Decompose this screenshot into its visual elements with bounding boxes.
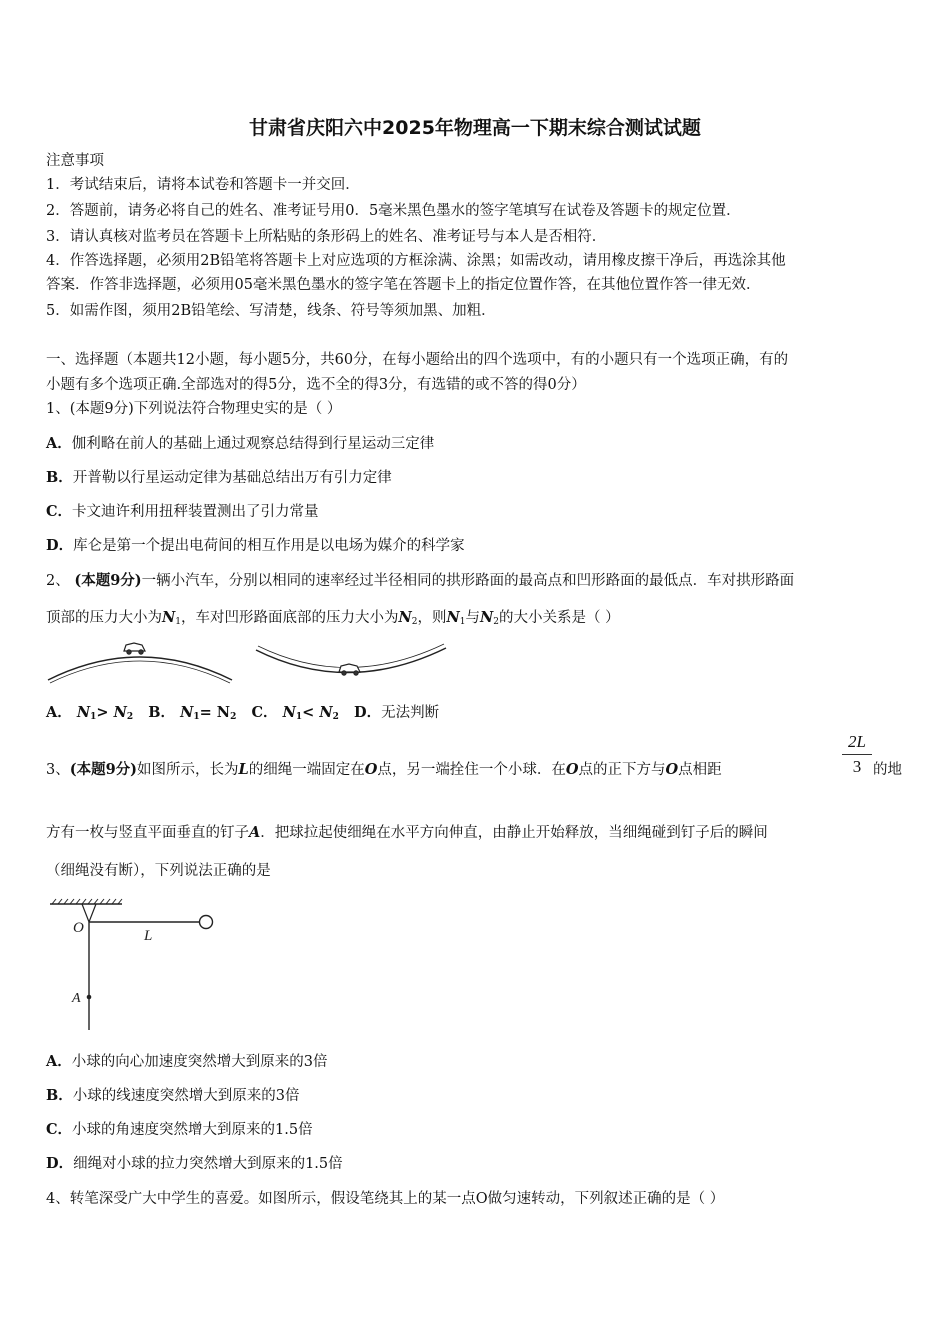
label-a: A	[72, 991, 81, 1006]
arch-road	[48, 657, 232, 683]
notice-item: 答案．作答非选择题，必须用05毫米黑色墨水的签字笔在答题卡上的指定位置作答，在其他位置作答一律无效．	[46, 277, 761, 293]
question-1-option-d: D．库仑是第一个提出电荷间的相互作用是以电场为媒介的科学家	[46, 537, 465, 554]
question-1-option-a: A．伽利略在前人的基础上通过观察总结得到行星运动三定律	[46, 435, 435, 452]
question-3-option-b: B．小球的线速度突然增大到原来的3倍	[46, 1087, 300, 1104]
road-figure	[44, 636, 454, 688]
fraction-2l-over-3: $\frac{2L}{3}$	[842, 732, 872, 777]
label-l: L	[144, 928, 153, 944]
question-4-stem: 4、转笔深受广大中学生的喜爱。如图所示，假设笔绕其上的某一点O做匀速转动，下列叙述正确的是（ ）	[46, 1191, 725, 1207]
car-in-valley	[339, 664, 360, 675]
label-o: O	[73, 920, 84, 936]
question-1-stem: 1、(本题9分)下列说法符合物理史实的是（ ）	[46, 401, 342, 417]
car-on-arch	[124, 643, 145, 654]
question-2-stem-cont: 顶部的压力大小为$N_1$，车对凹形路面底部的压力大小为$N_2$，则$N_1$与$N_2$的大小关系是（ ）	[46, 609, 620, 627]
question-3-stem-cont: 方有一枚与竖直平面垂直的钉子A．把球拉起使细绳在水平方向伸直，由静止开始释放，当细绳碰到钉子后的瞬间	[46, 824, 768, 841]
notice-item: 4．作答选择题，必须用2B铅笔将答题卡上对应选项的方框涂满、涂黑；如需改动，请用橡皮擦干净后，再选涂其他	[46, 253, 786, 269]
notice-item: 3．请认真核对监考员在答题卡上所粘贴的条形码上的姓名、准考证号与本人是否相符．	[46, 229, 607, 245]
question-2-stem: 2、 (本题9分)一辆小汽车，分别以相同的速率经过半径相同的拱形路面的最高点和凹形路面的最低点．车对拱形路面	[46, 572, 795, 589]
question-3-option-a: A．小球的向心加速度突然增大到原来的3倍	[46, 1053, 328, 1070]
notice-item: 1．考试结束后，请将本试卷和答题卡一并交回．	[46, 177, 360, 193]
question-3-option-d: D．细绳对小球的拉力突然增大到原来的1.5倍	[46, 1155, 343, 1172]
pivot-support	[82, 904, 96, 922]
page-title: 甘肃省庆阳六中2025年物理高一下期末综合测试试题	[249, 117, 701, 139]
notice-item: 2．答题前，请务必将自己的姓名、准考证号用0．5毫米黑色墨水的签字笔填写在试卷及答题卡的规定位置．	[46, 203, 741, 219]
ball	[200, 916, 213, 929]
ceiling-hatch	[50, 899, 122, 904]
notice-item: 5．如需作图，须用2B铅笔绘、写清楚，线条、符号等须加黑、加粗．	[46, 303, 496, 319]
question-3-option-c: C．小球的角速度突然增大到原来的1.5倍	[46, 1121, 313, 1138]
question-2-options: A． $N_1> N_2$ B． $N_1= N_2$ C． $N_1< N_2$ D．无法判断	[46, 704, 440, 722]
question-1-option-b: B．开普勒以行星运动定律为基础总结出万有引力定律	[46, 469, 392, 486]
question-3-stem-end: 的地	[873, 762, 902, 778]
pendulum-figure	[44, 896, 224, 1036]
question-3-stem: 3、(本题9分)如图所示，长为L的细绳一端固定在O点，另一端拴住一个小球．在O点的正下方与O点相距	[46, 761, 722, 778]
section-heading: 一、选择题（本题共12小题，每小题5分，共60分，在每小题给出的四个选项中，有的小题只有一个选项正确，有的	[46, 352, 789, 368]
question-3-stem-cont2: （细绳没有断），下列说法正确的是	[46, 863, 271, 879]
nail-a	[87, 995, 92, 1000]
question-1-option-c: C．卡文迪许利用扭秤装置测出了引力常量	[46, 503, 319, 520]
section-heading-cont: 小题有多个选项正确.全部选对的得5分，选不全的得3分，有选错的或不答的得0分）	[46, 377, 586, 393]
notice-heading: 注意事项	[46, 153, 104, 169]
